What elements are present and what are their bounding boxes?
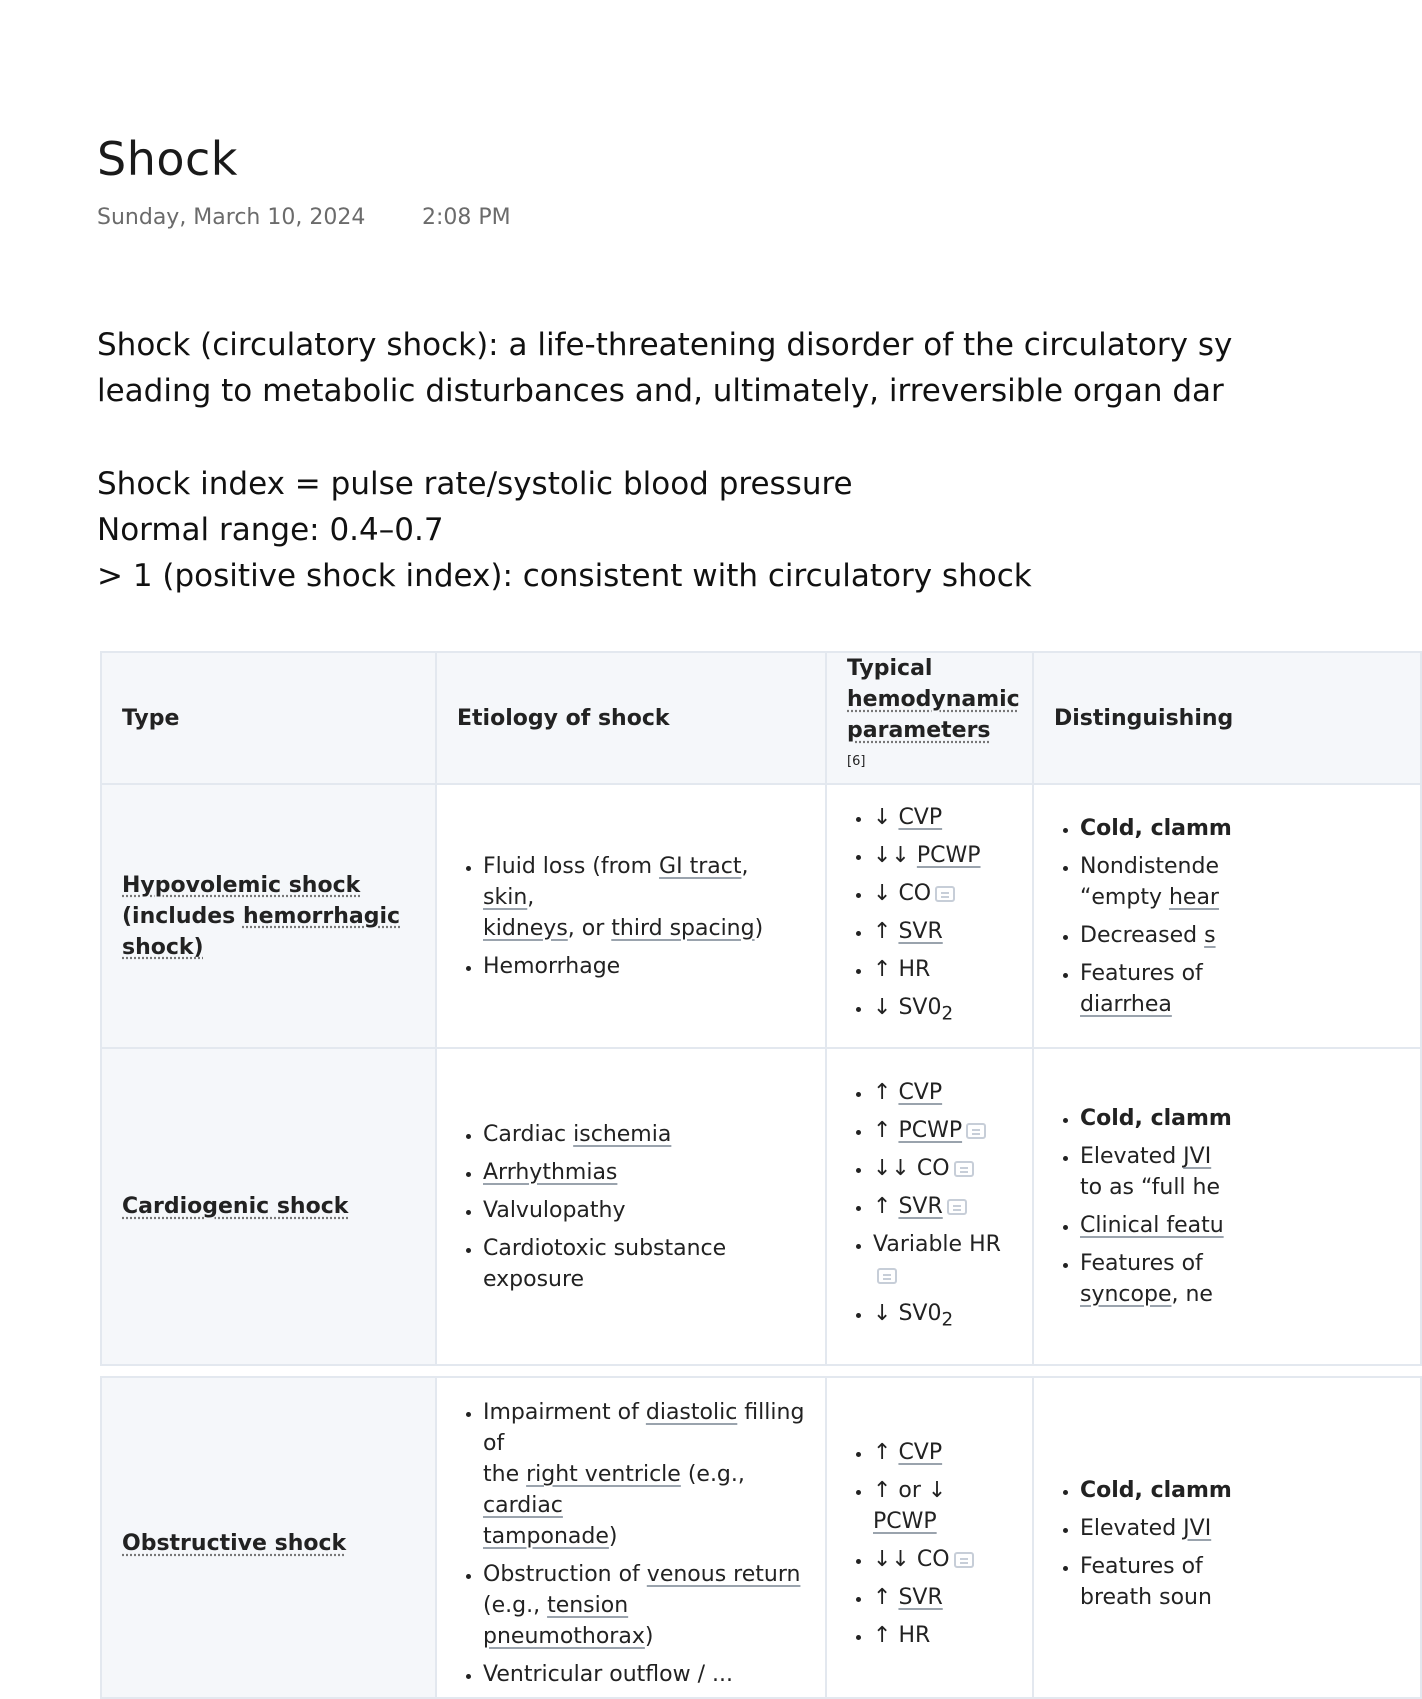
gap-cell xyxy=(1033,1365,1421,1377)
distinguishing-cell xyxy=(1033,784,1421,1048)
link[interactable]: diarrhea xyxy=(1080,991,1172,1017)
list-item xyxy=(873,1077,1012,1108)
list-item xyxy=(873,1620,1012,1651)
text: Impairment of xyxy=(483,1400,646,1425)
list-item xyxy=(483,1559,805,1652)
list-item xyxy=(873,992,1012,1029)
list-item xyxy=(873,1191,1012,1222)
list-item xyxy=(1080,1103,1400,1134)
text: Cold, clamm xyxy=(1080,815,1232,841)
link[interactable]: Clinical featu xyxy=(1080,1213,1224,1238)
label: CO xyxy=(916,1546,950,1572)
etiology-cell xyxy=(436,784,826,1048)
type-cell xyxy=(101,784,436,1048)
hemodynamics-cell xyxy=(826,1048,1033,1365)
list-item xyxy=(1080,813,1400,844)
text: , ne xyxy=(1171,1282,1213,1307)
text: Elevated xyxy=(1080,1515,1184,1541)
type-link[interactable]: Hypovolemic shock xyxy=(122,872,361,898)
link[interactable]: SVR xyxy=(898,1584,943,1610)
link[interactable]: kidneys xyxy=(483,915,568,941)
link[interactable]: right ventricle xyxy=(526,1462,681,1487)
gap-cell xyxy=(436,1365,826,1377)
text: Hemorrhage xyxy=(483,953,621,979)
note-icon[interactable] xyxy=(966,1123,986,1139)
arrow: ↓ xyxy=(873,995,899,1021)
arrow: ↑ xyxy=(873,1194,899,1220)
text: , or xyxy=(567,915,612,941)
list-item xyxy=(873,1582,1012,1613)
link[interactable]: JVI xyxy=(1183,1144,1212,1169)
table-row xyxy=(101,784,1421,1048)
text: Decreased xyxy=(1080,922,1205,948)
list-item xyxy=(873,916,1012,947)
arrow: ↑ xyxy=(873,1584,899,1610)
arrow: ↑ xyxy=(873,919,899,945)
arrow: ↓↓ xyxy=(873,1546,917,1572)
type-link[interactable]: Cardiogenic shock xyxy=(122,1194,349,1219)
link[interactable]: PCWP xyxy=(898,1118,963,1144)
hemodynamics-cell xyxy=(826,1377,1033,1698)
text: the xyxy=(483,1462,527,1487)
list-item xyxy=(873,1115,1012,1146)
note-icon[interactable] xyxy=(954,1161,974,1177)
text: , xyxy=(741,853,749,879)
text: Cardiac xyxy=(483,1121,574,1147)
link[interactable]: PCWP xyxy=(916,843,981,869)
label: SV0 xyxy=(898,1301,942,1327)
shock-types-table xyxy=(100,651,1422,1699)
arrow: ↓ xyxy=(873,881,899,907)
note-icon[interactable] xyxy=(935,886,955,902)
shock-index-normal: Normal range: 0.4–0.7 xyxy=(97,512,444,548)
header-hemo-line-3[interactable]: parameters xyxy=(847,718,991,744)
header-hemodynamics xyxy=(826,652,1033,784)
list-item xyxy=(873,954,1012,985)
label: CO xyxy=(916,1156,950,1182)
list-item xyxy=(1080,920,1400,951)
shock-table-container xyxy=(100,651,1234,1687)
text: (e.g., xyxy=(680,1462,745,1487)
type-link[interactable]: shock) xyxy=(122,934,204,960)
list-item xyxy=(873,1298,1012,1335)
text: Features of xyxy=(1080,960,1203,986)
row-gap xyxy=(101,1365,1421,1377)
text: ) xyxy=(754,915,764,941)
list-item xyxy=(873,1544,1012,1575)
text: Ventricular outflow / ... xyxy=(483,1662,733,1687)
arrow: ↑ or ↓ xyxy=(873,1477,947,1503)
text: filling of xyxy=(483,1400,805,1456)
label: CO xyxy=(898,881,932,907)
text: Cold, clamm xyxy=(1080,1477,1232,1503)
link[interactable]: GI tract xyxy=(659,853,742,879)
label: Variable HR xyxy=(873,1232,1001,1258)
arrow: ↑ xyxy=(873,1080,899,1106)
distinguishing-cell xyxy=(1033,1048,1421,1365)
link[interactable]: tension pneumothorax xyxy=(483,1593,645,1649)
text: Elevated xyxy=(1080,1144,1184,1169)
note-icon[interactable] xyxy=(947,1199,967,1215)
etiology-cell xyxy=(436,1377,826,1698)
list-item xyxy=(873,1475,1012,1537)
link[interactable]: JVI xyxy=(1183,1515,1212,1541)
link[interactable]: syncope xyxy=(1080,1282,1172,1307)
list-item xyxy=(1080,1551,1400,1613)
text: Fluid loss (from xyxy=(483,853,660,879)
link[interactable]: venous return xyxy=(646,1562,801,1587)
subscript: 2 xyxy=(941,1309,954,1331)
link[interactable]: CVP xyxy=(898,1439,943,1465)
arrow: ↓↓ xyxy=(873,843,917,869)
arrow: ↓ xyxy=(873,1301,899,1327)
subscript: 2 xyxy=(941,1003,954,1025)
shock-index-formula: Shock index = pulse rate/systolic blood pressure xyxy=(97,466,853,502)
label: HR xyxy=(898,957,931,983)
list-item xyxy=(1080,958,1400,1020)
type-text: (includes xyxy=(122,903,243,929)
type-link[interactable]: hemorrhagic xyxy=(242,903,401,929)
text: “empty xyxy=(1080,884,1169,910)
list-item xyxy=(1080,1513,1400,1544)
arrow: ↑ xyxy=(873,1439,899,1465)
table-row xyxy=(101,1048,1421,1365)
header-type: Type xyxy=(101,652,436,784)
text: ) xyxy=(608,1524,618,1549)
shock-index-positive: > 1 (positive shock index): consistent with circulatory shock xyxy=(97,558,1032,594)
text: Obstruction of xyxy=(483,1562,647,1587)
link[interactable]: CVP xyxy=(898,805,943,831)
label: HR xyxy=(898,1622,931,1648)
link[interactable]: tamponade xyxy=(483,1524,609,1549)
page-date: Sunday, March 10, 2024 xyxy=(97,205,366,230)
link[interactable]: hear xyxy=(1168,884,1219,910)
list-item xyxy=(1080,1248,1400,1310)
link[interactable]: third spacing xyxy=(611,915,755,941)
list-item xyxy=(873,1153,1012,1184)
list-item xyxy=(483,951,805,982)
table-row xyxy=(101,1377,1421,1698)
note-icon[interactable] xyxy=(954,1552,974,1568)
text: Features of xyxy=(1080,1251,1203,1276)
type-cell xyxy=(101,1048,436,1365)
note-icon[interactable] xyxy=(877,1268,897,1284)
list-item xyxy=(873,840,1012,871)
text: Cardiotoxic substance exposure xyxy=(483,1235,727,1292)
text: Features of xyxy=(1080,1553,1203,1579)
text: to as “full he xyxy=(1080,1175,1221,1200)
link[interactable]: s xyxy=(1204,922,1216,948)
list-item xyxy=(873,1229,1012,1291)
page-title: Shock xyxy=(97,132,238,186)
text: Valvulopathy xyxy=(483,1197,626,1223)
header-hemo-line-1: Typical xyxy=(847,656,933,682)
list-item xyxy=(1080,851,1400,913)
list-item xyxy=(1080,1475,1400,1506)
intro-paragraph xyxy=(97,322,1232,414)
type-cell xyxy=(101,1377,436,1698)
reference-marker[interactable]: [6] xyxy=(847,754,866,770)
arrow: ↑ xyxy=(873,1622,899,1648)
header-distinguishing: Distinguishing xyxy=(1033,652,1421,784)
text: , xyxy=(527,884,535,910)
link[interactable]: cardiac xyxy=(483,1493,563,1518)
intro-line-1: Shock (circulatory shock): a life-threatening disorder of the circulatory sy xyxy=(97,327,1233,363)
list-item xyxy=(483,1119,805,1150)
list-item xyxy=(1080,1141,1400,1203)
list-item xyxy=(483,1195,805,1226)
list-item xyxy=(1080,1210,1400,1241)
text: (e.g., xyxy=(483,1593,548,1618)
link[interactable]: PCWP xyxy=(873,1508,937,1534)
link[interactable]: ischemia xyxy=(573,1121,672,1147)
link[interactable]: Arrhythmias xyxy=(483,1159,618,1185)
header-hemo-line-2[interactable]: hemodynamic xyxy=(847,687,1020,713)
text: breath soun xyxy=(1080,1584,1212,1610)
list-item xyxy=(483,1157,805,1188)
link[interactable]: CVP xyxy=(898,1080,943,1106)
list-item xyxy=(873,1437,1012,1468)
list-item xyxy=(483,1233,805,1295)
list-item xyxy=(483,851,805,944)
gap-cell xyxy=(101,1365,436,1377)
header-etiology: Etiology of shock xyxy=(436,652,826,784)
label: SV0 xyxy=(898,995,942,1021)
link[interactable]: SVR xyxy=(898,919,943,945)
link[interactable]: SVR xyxy=(898,1194,943,1220)
arrow: ↑ xyxy=(873,1118,899,1144)
arrow: ↓↓ xyxy=(873,1156,917,1182)
shock-index-block xyxy=(97,461,1032,599)
link[interactable]: diastolic xyxy=(645,1400,738,1425)
type-link[interactable]: Obstructive shock xyxy=(122,1531,347,1556)
hemodynamics-cell xyxy=(826,784,1033,1048)
link[interactable]: skin xyxy=(483,884,528,910)
table-header-row xyxy=(101,652,1421,784)
gap-cell xyxy=(826,1365,1033,1377)
list-item xyxy=(873,878,1012,909)
text: Cold, clamm xyxy=(1080,1106,1232,1131)
distinguishing-cell xyxy=(1033,1377,1421,1698)
intro-line-2: leading to metabolic disturbances and, ultimately, irreversible organ dar xyxy=(97,373,1224,409)
list-item xyxy=(873,802,1012,833)
list-item xyxy=(483,1659,805,1690)
arrow: ↓ xyxy=(873,805,899,831)
text: Nondistende xyxy=(1080,853,1220,879)
etiology-cell xyxy=(436,1048,826,1365)
arrow: ↑ xyxy=(873,957,899,983)
list-item xyxy=(483,1397,805,1552)
text: ) xyxy=(644,1624,654,1649)
page-time: 2:08 PM xyxy=(422,205,511,230)
